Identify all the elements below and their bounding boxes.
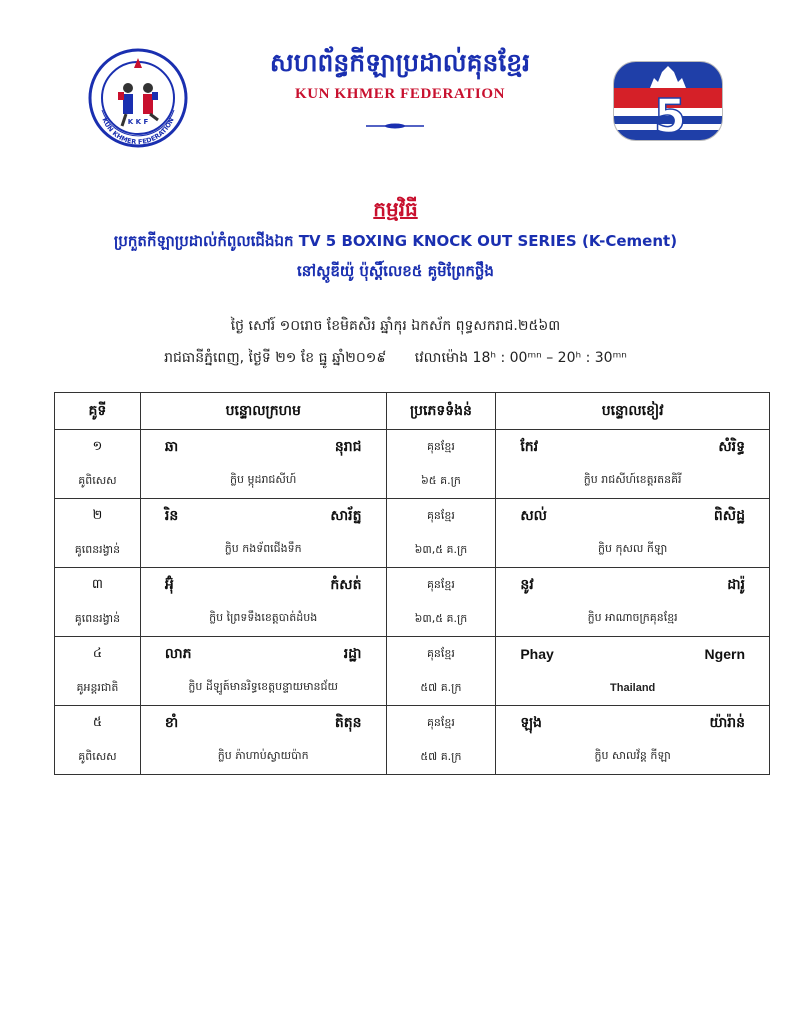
red-fighter-club: ក្លិប កងទ័ពជើងទឹក: [224, 542, 302, 555]
table-header-row: [55, 393, 770, 430]
red-fighter-club: ក្លិប ដីឡូត៍មានរិទ្ធខេត្តបន្ទាយមានជ័យ: [188, 680, 338, 693]
date-time-line: [60, 348, 731, 369]
table-row: [55, 706, 770, 775]
red-fighter-name: រិន សារ័ត្ន: [164, 507, 362, 524]
blue-fighter-country: Thailand: [610, 682, 656, 694]
svg-text:5: 5: [653, 89, 687, 142]
kkf-logo-icon: [88, 48, 188, 148]
weight-category: ៦៣,៥ គ.ក្រ: [414, 612, 468, 625]
svg-text:KUN KHMER FEDERATION: KUN KHMER FEDERATION: [100, 116, 176, 147]
lunar-date-line: ថ្ងៃ សៅរ៍ ១០រោច ខែមិគសិរ ឆ្នាំកុរ ឯកស័ក ពុទ្ធសករាជ.២៥៦៣: [230, 318, 561, 334]
weight-category: ៥៧ គ.ក្រ: [420, 681, 462, 694]
fight-class: គូពិសេស: [78, 750, 117, 763]
red-fighter-name: អ៊ុំ កំសត់: [164, 576, 362, 593]
fight-class: គូអន្តរជាតិ: [76, 681, 119, 694]
red-fighter-name: ខាំ តិតុន: [164, 714, 362, 731]
fight-number: ៣: [91, 577, 103, 592]
blue-fighter-club: ក្លិប អាណាចក្រគុនខ្មែរ: [587, 611, 678, 624]
header-fight-no: គូទី: [55, 393, 141, 430]
fight-number: ២: [92, 508, 103, 523]
tv5-logo-icon: [612, 60, 724, 142]
blue-fighter-name: សល់ ពិសិដ្ឋ: [520, 507, 745, 524]
svg-text:K K F: K K F: [127, 118, 149, 126]
fight-style: គុនខ្មែរ: [426, 578, 455, 591]
red-fighter-club: ក្លិប ភ៉ាហាប់ស្វាយប៉ាក: [217, 749, 309, 762]
event-time: វេលាម៉ោង 18ʰ : 00ᵐⁿ – 20ʰ : 30ᵐⁿ: [414, 350, 627, 366]
fight-number: ៤: [92, 646, 103, 661]
venue-line: នៅស្តូឌីយ៉ូ ប៉ុស្តិ៍លេខ៥ គូមិព្រែកថ្លឹង: [297, 262, 494, 280]
fight-style: គុនខ្មែរ: [426, 716, 455, 729]
weight-category: ៥៧ គ.ក្រ: [420, 750, 462, 763]
blue-fighter-name: Phay Ngern: [520, 646, 745, 662]
fight-number: ១: [92, 439, 103, 454]
fight-style: គុនខ្មែរ: [426, 509, 455, 522]
program-title: កម្មវិធី: [373, 197, 418, 221]
blue-fighter-club: ក្លិប សាលវ័ន្ត កីឡា: [594, 749, 671, 762]
red-fighter-name: ឆា នុរាជ: [164, 438, 362, 455]
fight-number: ៥: [92, 715, 103, 730]
header-weight-class: ប្រភេទទំងន់: [386, 393, 496, 430]
blue-fighter-club: ក្លិប រាជសីហ៍ខេត្តរតនគិរី: [583, 473, 682, 486]
blue-fighter-name: កែវ សំរិទ្ធ: [520, 438, 745, 455]
weight-category: ៦៣,៥ គ.ក្រ: [414, 543, 468, 556]
blue-fighter-name: នូវ ដារ៉ូ: [520, 576, 745, 593]
fight-style: គុនខ្មែរ: [426, 647, 455, 660]
blue-fighter-club: ក្លិប កុសល កីឡា: [598, 542, 668, 555]
fight-class: គូពេនរង្វាន់: [74, 543, 121, 556]
table-row: [55, 568, 770, 637]
fight-class: គូពិសេស: [78, 474, 117, 487]
red-fighter-club: ក្លិប ព្រៃទទឹងខេត្តបាត់ដំបង: [209, 611, 318, 624]
red-fighter-name: លាភ រដ្ឋា: [164, 645, 362, 662]
event-title-line: ប្រកួតកីឡាប្រដាល់កំពូលជើងឯក TV 5 BOXING KNOCK OUT SERIES (K-Cement): [113, 232, 678, 250]
table-row: [55, 499, 770, 568]
table-row: [55, 430, 770, 499]
fight-schedule-table: [54, 392, 770, 775]
header-red-corner: បន្ទោលក្រហម: [140, 393, 386, 430]
federation-english-name: KUN KHMER FEDERATION: [294, 86, 506, 102]
table-row: [55, 637, 770, 706]
blue-fighter-name: ឡុង យ៉ារ៉ាន់: [520, 714, 745, 731]
header-blue-corner: បន្ទោលខៀវ: [496, 393, 770, 430]
red-fighter-club: ក្លិប ម្កុដរាជសីហ៍: [230, 473, 297, 486]
decorative-divider: [366, 115, 424, 123]
fight-class: គូពេនរង្វាន់: [74, 612, 121, 625]
date-place: រាជធានីភ្នំពេញ, ថ្ងៃទី ២១ ខែ ធ្នូ ឆ្នាំ២០១៩: [164, 350, 387, 366]
weight-category: ៦៥ គ.ក្រ: [421, 474, 461, 487]
fight-style: គុនខ្មែរ: [426, 440, 455, 453]
federation-khmer-name: សហព័ន្ធកីឡាប្រដាល់គុនខ្មែរ: [269, 48, 531, 77]
